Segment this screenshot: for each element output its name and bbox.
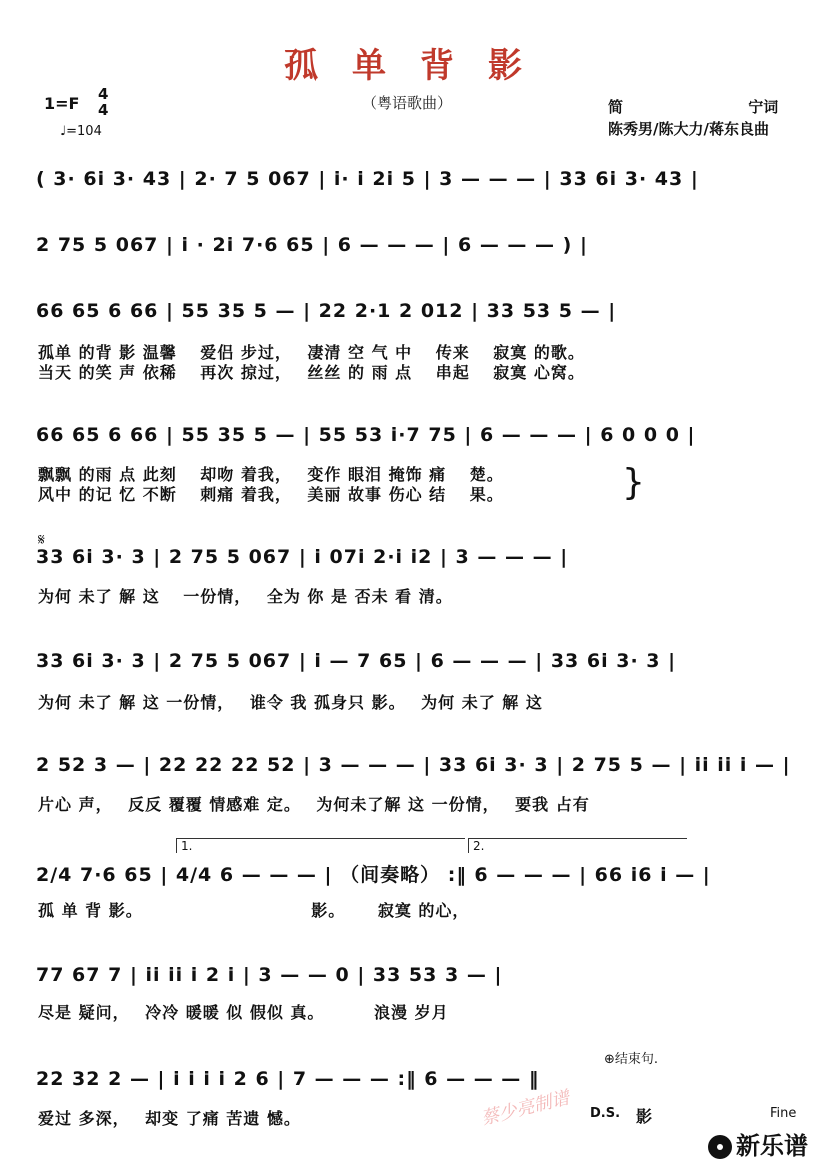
lyric-line-9: 尽是 疑问， 冷冷 暖暖 似 假似 真。 浪漫 岁月 bbox=[38, 1003, 449, 1022]
lyric-line-10: 爱过 多深， 却变 了痛 苦遗 憾。 bbox=[38, 1109, 301, 1128]
lyricist-credit: 简 宁词 bbox=[608, 98, 779, 116]
lyric-line-5: 为何 未了 解 这 一份情， 全为 你 是 否未 看 清。 bbox=[38, 587, 453, 606]
tempo-marking: ♩=104 bbox=[60, 124, 102, 139]
lyric-line-1: 孤单 的背 影 温馨 爱侣 步过， 凄清 空 气 中 传来 寂寞 的歌。 bbox=[38, 343, 585, 362]
disc-icon bbox=[708, 1135, 732, 1159]
logo-text: 新乐谱 bbox=[736, 1132, 808, 1160]
key-signature: 1=F bbox=[44, 94, 80, 113]
ds-mark: D.S. bbox=[590, 1106, 621, 1121]
stave-line-10: 22 32 2 — | i i i i 2 6 | 7 — — — :‖ 6 — — — ‖ bbox=[36, 1068, 540, 1090]
lyric-line-3: 飘飘 的雨 点 此刻 却吻 着我， 变作 眼泪 掩饰 痛 楚。 bbox=[38, 465, 504, 484]
lyric-line-8: 孤 单 背 影。 影。 寂寞 的心， bbox=[38, 901, 470, 920]
watermark: 蔡少亮制谱 bbox=[479, 1087, 572, 1130]
lyric-line-4: 风中 的记 忆 不断 刺痛 着我， 美丽 故事 伤心 结 果。 bbox=[38, 485, 504, 504]
segno-mark: 𝄋 bbox=[38, 530, 45, 549]
stave-line-1: ( 3· 6i 3· 43 | 2· 7 5 067 | i· i 2i 5 | 3 — — — | 33 6i 3· 43 | bbox=[36, 168, 699, 190]
song-subtitle: （粤语歌曲） bbox=[362, 94, 453, 112]
time-bottom: 4 bbox=[98, 101, 109, 119]
lyric-line-7: 片心 声， 反反 覆覆 情感难 定。 为何未了解 这 一份情， 要我 占有 bbox=[38, 795, 590, 814]
coda-mark: ⊕结束句. bbox=[604, 1052, 659, 1067]
stave-line-3: 66 65 6 66 | 55 35 5 — | 22 2·1 2 012 | 33 53 5 — | bbox=[36, 300, 617, 322]
fine-mark: Fine bbox=[770, 1106, 797, 1121]
stave-line-4: 66 65 6 66 | 55 35 5 — | 55 53 i·7 75 | 6 — — — | 6 0 0 0 | bbox=[36, 424, 696, 446]
stave-line-7: 2 52 3 — | 22 22 22 52 | 3 — — — | 33 6i 3· 3 | 2 75 5 — | ii ii i — | bbox=[36, 754, 791, 776]
lyric-line-2: 当天 的笑 声 依稀 再次 掠过， 丝丝 的 雨 点 串起 寂寞 心窝。 bbox=[38, 363, 585, 382]
stave-line-2: 2 75 5 067 | i · 2i 7·6 65 | 6 — — — | 6 — — — ) | bbox=[36, 234, 588, 256]
verse-bracket: } bbox=[622, 462, 645, 503]
time-signature bbox=[98, 86, 108, 118]
stave-line-6: 33 6i 3· 3 | 2 75 5 067 | i — 7 65 | 6 — — — | 33 6i 3· 3 | bbox=[36, 650, 677, 672]
stave-line-5: 33 6i 3· 3 | 2 75 5 067 | i 07i 2·i i2 | 3 — — — | bbox=[36, 546, 569, 568]
site-logo bbox=[708, 1126, 808, 1161]
volta-2: 2. bbox=[468, 838, 687, 853]
volta-1: 1. bbox=[176, 838, 465, 853]
stave-line-8: 2/4 7·6 65 | 4/4 6 — — — | （间奏略） :‖ 6 — — — | 66 i6 i — | bbox=[36, 864, 711, 886]
ds-lyric: 影 bbox=[636, 1107, 653, 1126]
composer-credit: 陈秀男/陈大力/蒋东良曲 bbox=[608, 120, 769, 138]
time-top: 4 bbox=[98, 85, 109, 103]
lyric-line-6: 为何 未了 解 这 一份情， 谁令 我 孤身只 影。 为何 未了 解 这 bbox=[38, 693, 543, 712]
stave-line-9: 77 67 7 | ii ii i 2 i | 3 — — 0 | 33 53 3 — | bbox=[36, 964, 503, 986]
song-title: 孤单背影 bbox=[284, 46, 556, 86]
